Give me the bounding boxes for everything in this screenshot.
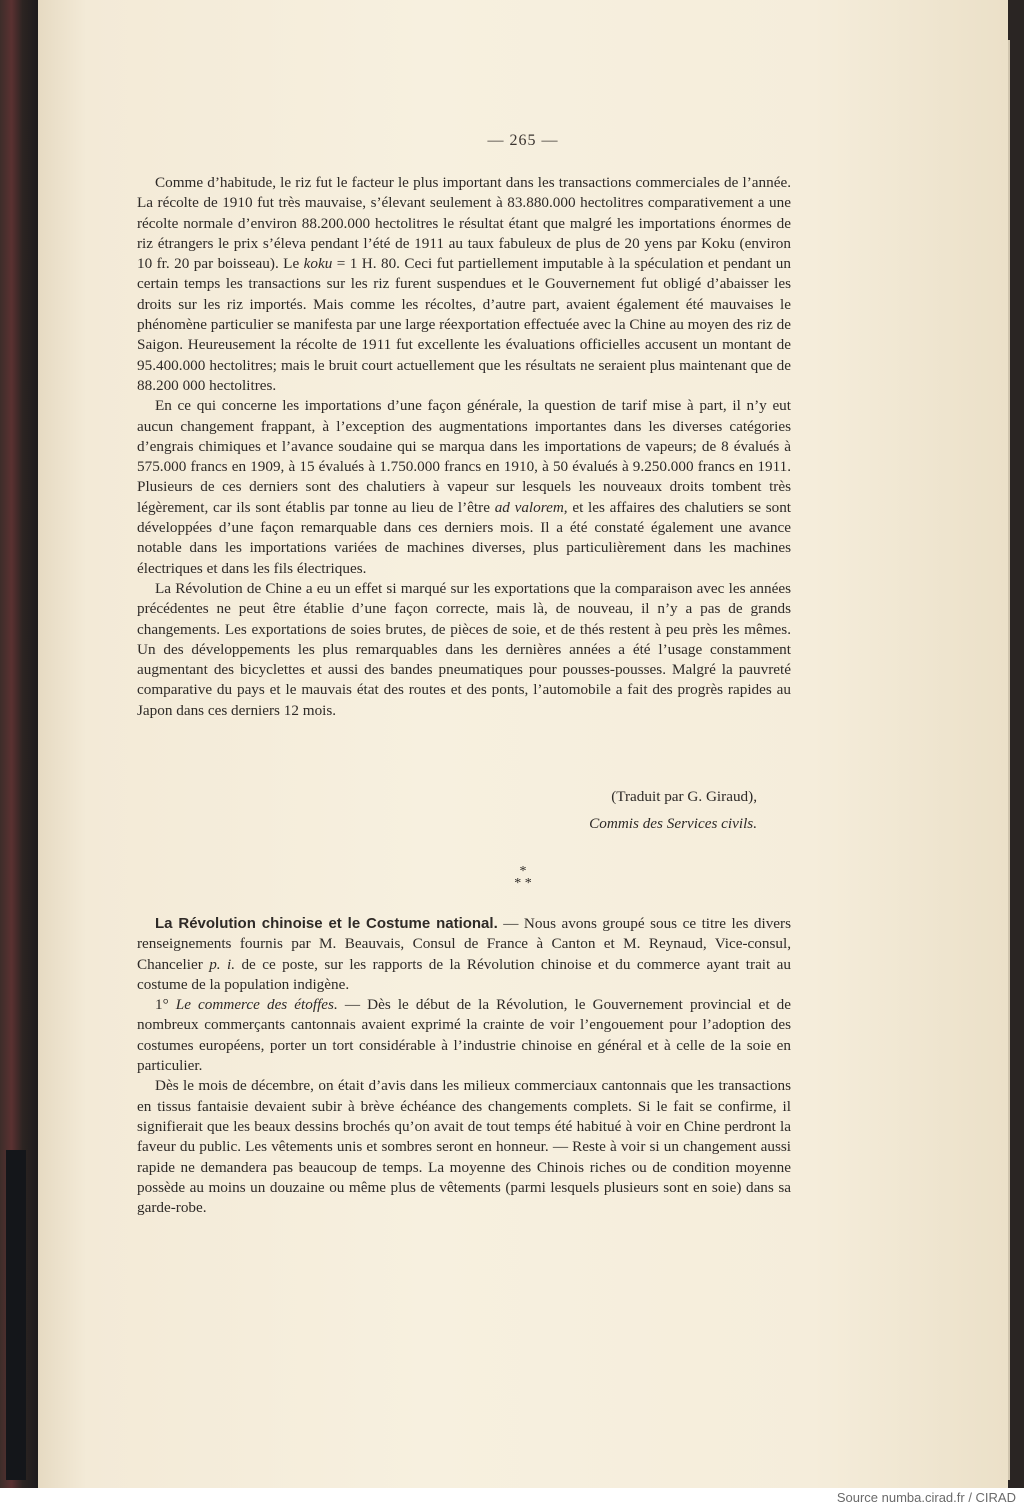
paragraph-imports-text: En ce qui concerne les importations d’une façon générale, la question de tarif mise à part, il n’y eut aucun changement frappant, à l’exception des augmentations importantes dans les diverses catégories d’engrais chimiques et l’avance soudaine qui se marqua dans les importations de vapeurs; de 8 évalués à 575.000 francs en 1909, à 15 évalués à 1.750.000 francs en 1910, à 50 évalués à 9.250.000 francs en 1911. Plusieurs de ces derniers sont des chalutiers à vapeur sur lesquels les nouveaux droits tombent très légèrement, car ils sont établis par tonne au lieu de l’être xyxy=(137,397,791,516)
paragraph-rice xyxy=(137,173,791,396)
paragraph-fabrics-text: — Dès le début de la Révolution, le Gouvernement provincial et de nombreux commerçants cantonnais avaient exprimé la crainte de voir l’engouement pour l’adoption des costumes européens, porter un tort considérable à l’industrie chinoise en général et à celle de la soie en particulier. xyxy=(137,996,791,1075)
paragraph-exports-text: La Révolution de Chine a eu un effet si marqué sur les exportations que la comparaison avec les années précédentes ne peut être établie d’une façon correcte, mais là, de nouveau, il n’y a pas de grands changements. Les exportations de soies brutes, de pièces de soie, et de thés restent à peu près les mêmes. Un des développements les plus remarquables dans les dernières années a été l’usage constamment augmentant des bicyclettes et aussi des bandes pneumatiques pour pousses-pousses. Malgré la pauvreté comparative du pays et le mauvais état des routes et des ponts, l’automobile a fait des progrès rapides au Japon dans ces derniers 12 mois. xyxy=(137,579,791,719)
asterism-top: * xyxy=(519,864,527,879)
paragraph-rice-text-2: = 1 H. 80. Ceci fut partiellement imputable à la spéculation et pendant un certain temps les transactions sur les riz furent suspendues et le Gouvernement fut obligé d’abaisser les droits sur les riz importés. Mais comme les récoltes, d’autre part, avaient également été mauvaises le phénomène particulier se manifesta par une large réexportation effectuée avec la Chine au moyen des riz de Saigon. Heureusement la récolte de 1911 fut excellente les évaluations officielles accusent un montant de 95.400.000 hectolitres; mais le bruit court actuellement que les résultats ne seraient plus maintenant que de 88.200 000 hectolitres. xyxy=(137,255,791,394)
paragraph-intro-text-2: de ce poste, sur les rapports de la Révolution chinoise et du commerce ayant trait au costume de la population indigène. xyxy=(137,955,791,993)
source-credit: Source numba.cirad.fr / CIRAD xyxy=(836,1490,1016,1505)
paragraph-rice-text: Comme d’habitude, le riz fut le facteur le plus important dans les transactions commerciales de l’année. La récolte de 1910 fut très mauvaise, s’élevant seulement à 83.880.000 hectolitres comparativement a une récolte normale d’environ 88.200.000 hectolitres le résultat étant que malgré les importations énormes de riz étrangers le prix s’éleva pendant l’été de 1911 au taux fabuleux de plus de 20 yens par Koku (environ 10 fr. 20 par boisseau). Le xyxy=(137,174,791,273)
paragraph-exports xyxy=(137,579,791,721)
paragraph-fabrics xyxy=(137,995,791,1076)
asterism-bottom: * * xyxy=(514,876,532,891)
paragraph-imports-text-2: et les affaires des chalutiers se sont développées d’une façon remarquable dans ces derniers mois. Il a été constaté également une avance notable dans les importations variées de machines diverses, plus particulièrement dans les machines électriques et dans les fils électriques. xyxy=(137,498,792,577)
ad-valorem-term: ad valorem, xyxy=(494,498,568,516)
translator-credit: (Traduit par G. Giraud), xyxy=(611,788,757,805)
document-page xyxy=(38,0,1008,1488)
section-heading: La Révolution chinoise et le Costume national. xyxy=(155,915,498,932)
list-number: 1° xyxy=(155,996,169,1014)
translator-role: Commis des Services civils. xyxy=(589,815,757,832)
subsection-title: Le commerce des étoffes. xyxy=(175,996,338,1014)
pi-abbrev: p. i. xyxy=(209,955,236,973)
paragraph-intro-text: — Nous avons groupé sous ce titre les divers renseignements fournis par M. Beauvais, Consul de France à Canton et M. Reynaud, Vice-consul, Chancelier xyxy=(137,915,792,973)
asterism-divider xyxy=(38,866,1008,890)
book-binding xyxy=(0,0,38,1488)
text-block-revolution-costume xyxy=(137,914,791,1218)
paragraph-december xyxy=(137,1076,791,1218)
text-block-economic-report xyxy=(137,173,791,721)
page-number: — 265 — xyxy=(487,132,559,149)
koku-term: koku xyxy=(303,255,333,273)
binding-band xyxy=(6,1150,26,1480)
paragraph-december-text: Dès le mois de décembre, on était d’avis dans les milieux commerciaux cantonnais que les transactions en tissus fantaisie devaient subir à brève échéance des changements complets. Si le fait se confirme, il signifierait que les beaux dessins brochés qu’on avait de tout temps été habitué à voir en Chine perdront la faveur du public. Les vêtements unis et sombres seront en honneur. — Reste à voir si un changement aussi rapide ne demandera pas beaucoup de temps. La moyenne des Chinois riches ou de condition moyenne possède au moins un douzaine ou même plus de vêtements (parmi lesquels plusieurs sont en soie) dans sa garde-robe. xyxy=(137,1077,791,1217)
paragraph-intro xyxy=(137,914,791,995)
paragraph-imports xyxy=(137,396,791,579)
